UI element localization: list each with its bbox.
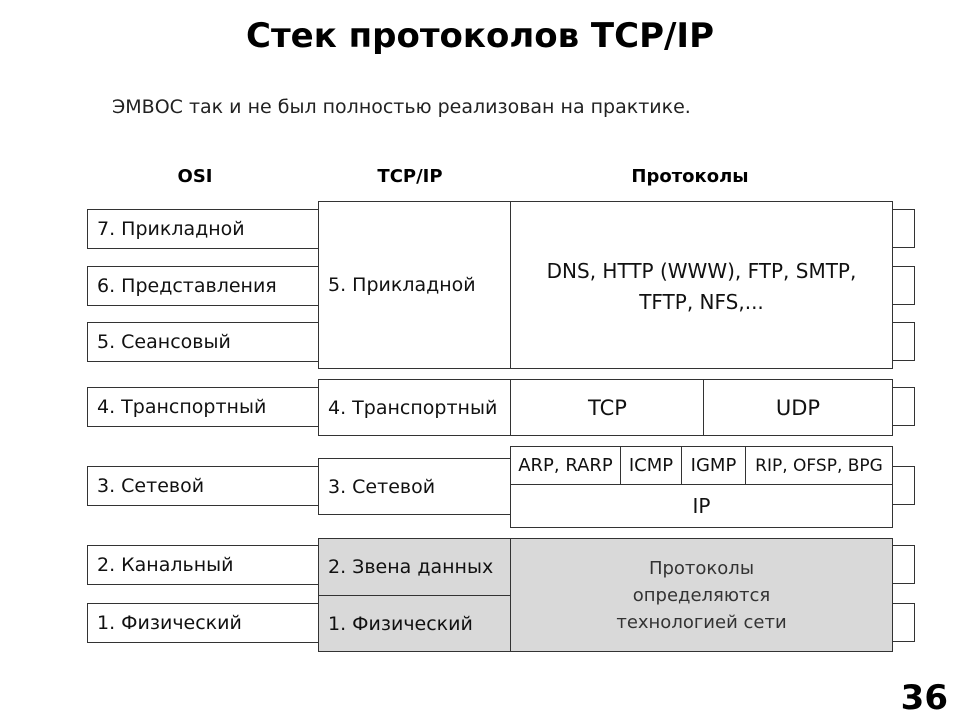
- osi-layer-3: 3. Сетевой: [87, 466, 327, 506]
- tcpip-layer-physical: 1. Физический: [318, 595, 512, 652]
- osi-layer-2: 2. Канальный: [87, 545, 327, 585]
- column-header-osi: OSI: [177, 166, 213, 187]
- column-header-tcpip: TCP/IP: [377, 166, 443, 187]
- protocol-tcp: TCP: [510, 379, 705, 436]
- osi-layer-5: 5. Сеансовый: [87, 322, 327, 362]
- protocols-network-tech: Протоколы определяются технологией сети: [510, 538, 893, 652]
- subtitle: ЭМВОС так и не был полностью реализован на практике.: [112, 96, 691, 118]
- protocol-igmp: IGMP: [681, 446, 746, 485]
- osi-layer-6: 6. Представления: [87, 266, 327, 306]
- protocol-udp: UDP: [703, 379, 893, 436]
- osi-layer-4: 4. Транспортный: [87, 387, 327, 427]
- osi-layer-1: 1. Физический: [87, 603, 327, 643]
- protocol-ip: IP: [510, 484, 893, 528]
- column-header-protocols: Протоколы: [631, 166, 749, 187]
- protocol-icmp: ICMP: [620, 446, 682, 485]
- protocols-application: DNS, HTTP (WWW), FTP, SMTP, TFTP, NFS,...: [510, 201, 893, 369]
- page-title: Стек протоколов TCP/IP: [246, 16, 714, 56]
- osi-layer-7: 7. Прикладной: [87, 209, 327, 249]
- protocol-arp-rarp: ARP, RARP: [510, 446, 621, 485]
- tcpip-layer-network: 3. Сетевой: [318, 458, 512, 515]
- protocol-routing: RIP, OFSP, BPG: [745, 446, 893, 485]
- tcpip-layer-transport: 4. Транспортный: [318, 379, 512, 436]
- tcpip-layer-datalink: 2. Звена данных: [318, 538, 512, 596]
- tcpip-layer-application: 5. Прикладной: [318, 201, 512, 369]
- page-number: 36: [900, 678, 948, 718]
